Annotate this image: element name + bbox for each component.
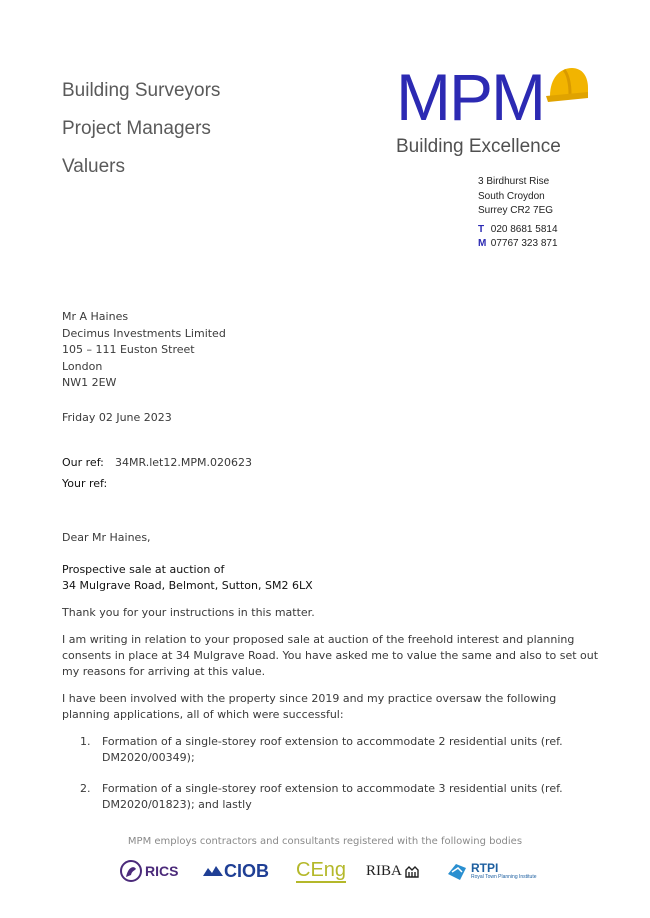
reference-block bbox=[62, 455, 252, 497]
address-line: South Croydon bbox=[478, 190, 545, 202]
rtpi-subtitle: Royal Town Planning Institute bbox=[471, 873, 537, 880]
your-ref-label: Your ref: bbox=[62, 477, 108, 490]
service-item: Valuers bbox=[62, 156, 126, 177]
hard-hat-icon bbox=[544, 64, 590, 108]
recipient-address bbox=[62, 309, 226, 392]
address-line: 3 Birdhurst Rise bbox=[478, 176, 550, 187]
letter-date: Friday 02 June 2023 bbox=[62, 411, 172, 424]
ciob-logo bbox=[202, 856, 282, 886]
recipient-line: Mr A Haines bbox=[62, 310, 129, 323]
ceng-text: CEng bbox=[296, 859, 347, 881]
rics-logo bbox=[120, 856, 192, 886]
rics-emblem-icon bbox=[120, 859, 142, 883]
recipient-line: 105 – 111 Euston Street bbox=[62, 343, 195, 356]
footer-note: MPM employs contractors and consultants registered with the following bodies bbox=[127, 836, 523, 847]
rics-text: RICS bbox=[145, 863, 179, 879]
salutation: Dear Mr Haines, bbox=[62, 531, 151, 544]
list-item-number: 2. bbox=[80, 782, 91, 795]
recipient-line: Decimus Investments Limited bbox=[62, 326, 226, 340]
subject-line-2: 34 Mulgrave Road, Belmont, Sutton, SM2 6LX bbox=[62, 579, 313, 592]
ciob-text: CIOB bbox=[224, 860, 269, 881]
service-item: Building Surveyors bbox=[62, 80, 221, 101]
paragraph: Thank you for your instructions in this matter. bbox=[62, 606, 315, 619]
service-item: Project Managers bbox=[62, 118, 211, 139]
list-item-number: 1. bbox=[80, 735, 91, 748]
professional-bodies bbox=[120, 856, 540, 886]
riba-emblem-icon bbox=[405, 864, 419, 878]
mobile-line bbox=[478, 237, 558, 252]
address-line: Surrey CR2 7EG bbox=[478, 205, 554, 216]
recipient-line: London bbox=[62, 359, 103, 373]
logo-tagline: Building Excellence bbox=[396, 136, 561, 157]
rtpi-wordmark bbox=[471, 862, 537, 881]
logo-mark: MPM bbox=[396, 60, 544, 134]
rtpi-logo bbox=[446, 856, 540, 886]
company-logo bbox=[396, 60, 596, 164]
subject-line-1: Prospective sale at auction of bbox=[62, 563, 225, 576]
company-address bbox=[478, 175, 558, 252]
riba-logo bbox=[366, 856, 436, 886]
riba-text: RIBA bbox=[366, 862, 402, 879]
ciob-emblem-icon bbox=[202, 864, 224, 878]
paragraph: I have been involved with the property since 2019 and my practice oversaw the following planning applications, all of which were successful: bbox=[62, 692, 557, 721]
list-item-text: Formation of a single-storey roof extension to accommodate 2 residential units (ref. DM2020/00349); bbox=[102, 735, 563, 764]
phone-number: 020 8681 5814 bbox=[490, 223, 558, 235]
ceng-logo bbox=[296, 856, 356, 886]
mobile-label: M bbox=[478, 238, 487, 249]
our-ref-value: 34MR.let12.MPM.020623 bbox=[115, 456, 252, 469]
phone-label: T bbox=[478, 223, 485, 235]
mobile-number: 07767 323 871 bbox=[490, 238, 558, 249]
list-item-text: Formation of a single-storey roof extension to accommodate 3 residential units (ref. DM2020/01823); and lastly bbox=[102, 782, 563, 811]
services-list bbox=[62, 78, 220, 192]
phone-line bbox=[478, 223, 558, 238]
rtpi-emblem-icon bbox=[446, 860, 468, 882]
recipient-line: NW1 2EW bbox=[62, 376, 117, 389]
letter-body bbox=[62, 530, 602, 723]
paragraph: I am writing in relation to your proposed sale at auction of the freehold interest and planning consents in place at 34 Mulgrave Road. You have asked me to value the same and also to set out my reasons for arriving at this value. bbox=[62, 633, 599, 678]
rtpi-text: RTPI bbox=[471, 860, 499, 875]
our-ref-label: Our ref: bbox=[62, 456, 104, 469]
